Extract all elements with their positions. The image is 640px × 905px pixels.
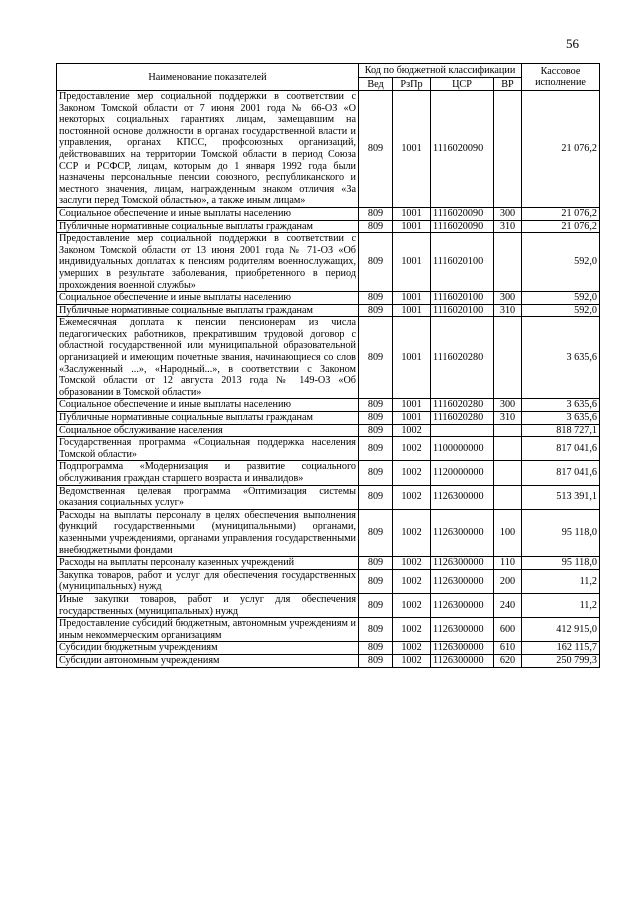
row-vr: 110 [494, 557, 522, 570]
row-ved: 809 [359, 292, 393, 305]
page-number: 56 [566, 36, 579, 51]
row-name: Расходы на выплаты персоналу в целях обеспечения выполнения функций государственными (муниципальными) органами, казенными учреждениями, органами управления государственными внебюджетными фондами [57, 509, 359, 556]
row-name: Субсидии бюджетным учреждениям [57, 642, 359, 655]
row-vr: 100 [494, 509, 522, 556]
row-name: Подпрограмма «Модернизация и развитие социального обслуживания граждан старшего возраста и инвалидов» [57, 461, 359, 485]
row-csr: 1116020090 [431, 207, 494, 220]
row-ved: 809 [359, 557, 393, 570]
row-amount: 817 041,6 [522, 461, 600, 485]
table-row [57, 399, 600, 412]
row-rzpr: 1001 [393, 220, 431, 233]
row-csr: 1116020090 [431, 91, 494, 208]
table-row [57, 220, 600, 233]
header-ved: Вед [359, 78, 393, 91]
row-ved: 809 [359, 509, 393, 556]
row-amount: 95 118,0 [522, 557, 600, 570]
row-csr: 1126300000 [431, 509, 494, 556]
header-kassovoe: Кассовое исполнение [522, 64, 600, 91]
header-name: Наименование показателей [57, 64, 359, 91]
row-ved: 809 [359, 461, 393, 485]
row-name: Ведомственная целевая программа «Оптимизация системы оказания социальных услуг» [57, 485, 359, 509]
row-name: Расходы на выплаты персоналу казенных учреждений [57, 557, 359, 570]
row-csr: 1126300000 [431, 642, 494, 655]
row-amount: 592,0 [522, 233, 600, 292]
row-csr: 1120000000 [431, 461, 494, 485]
row-ved: 809 [359, 399, 393, 412]
row-amount: 412 915,0 [522, 618, 600, 642]
header-vr: ВР [494, 78, 522, 91]
row-rzpr: 1001 [393, 317, 431, 399]
row-name: Государственная программа «Социальная поддержка населения Томской области» [57, 437, 359, 461]
row-rzpr: 1002 [393, 569, 431, 593]
row-vr: 310 [494, 304, 522, 317]
row-rzpr: 1002 [393, 654, 431, 667]
table-row [57, 91, 600, 208]
row-rzpr: 1001 [393, 412, 431, 425]
row-amount: 21 076,2 [522, 91, 600, 208]
row-rzpr: 1002 [393, 593, 431, 617]
table-row [57, 557, 600, 570]
row-rzpr: 1001 [393, 304, 431, 317]
row-vr [494, 437, 522, 461]
row-ved: 809 [359, 412, 393, 425]
row-csr: 1116020280 [431, 399, 494, 412]
row-rzpr: 1001 [393, 399, 431, 412]
row-ved: 809 [359, 317, 393, 399]
row-amount: 3 635,6 [522, 317, 600, 399]
row-rzpr: 1002 [393, 618, 431, 642]
budget-execution-table [56, 63, 600, 668]
row-ved: 809 [359, 233, 393, 292]
row-ved: 809 [359, 424, 393, 437]
row-rzpr: 1001 [393, 91, 431, 208]
header-rzpr: РзПр [393, 78, 431, 91]
row-amount: 592,0 [522, 292, 600, 305]
table-row [57, 618, 600, 642]
row-vr: 310 [494, 220, 522, 233]
row-name: Субсидии автономным учреждениям [57, 654, 359, 667]
row-name: Предоставление мер социальной поддержки в соответствии с Законом Томской области от 13 июня 2001 года № 71-ОЗ «Об индивидуальных доплатах к пенсиям родителям военнослужащих, умерших в результате заболевания, приобретенного в период прохождения военной службы» [57, 233, 359, 292]
row-csr: 1116020280 [431, 412, 494, 425]
row-csr: 1126300000 [431, 569, 494, 593]
row-name: Социальное обслуживание населения [57, 424, 359, 437]
row-amount: 513 391,1 [522, 485, 600, 509]
row-amount: 162 115,7 [522, 642, 600, 655]
row-csr: 1100000000 [431, 437, 494, 461]
row-rzpr: 1002 [393, 642, 431, 655]
row-vr: 300 [494, 207, 522, 220]
row-csr: 1126300000 [431, 485, 494, 509]
row-amount: 95 118,0 [522, 509, 600, 556]
table-row [57, 509, 600, 556]
row-ved: 809 [359, 485, 393, 509]
row-vr [494, 424, 522, 437]
row-vr: 200 [494, 569, 522, 593]
row-csr: 1126300000 [431, 557, 494, 570]
table-row [57, 437, 600, 461]
row-vr: 240 [494, 593, 522, 617]
row-ved: 809 [359, 569, 393, 593]
row-ved: 809 [359, 642, 393, 655]
row-csr [431, 424, 494, 437]
row-amount: 3 635,6 [522, 412, 600, 425]
row-rzpr: 1001 [393, 292, 431, 305]
row-csr: 1116020100 [431, 233, 494, 292]
row-csr: 1116020280 [431, 317, 494, 399]
row-rzpr: 1002 [393, 557, 431, 570]
row-csr: 1126300000 [431, 618, 494, 642]
table-row [57, 233, 600, 292]
row-name: Публичные нормативные социальные выплаты гражданам [57, 412, 359, 425]
table-row [57, 207, 600, 220]
row-vr [494, 461, 522, 485]
row-name: Предоставление субсидий бюджетным, автономным учреждениям и иным некоммерческим организациям [57, 618, 359, 642]
row-vr [494, 485, 522, 509]
row-ved: 809 [359, 593, 393, 617]
row-ved: 809 [359, 654, 393, 667]
row-name: Иные закупки товаров, работ и услуг для обеспечения государственных (муниципальных) нужд [57, 593, 359, 617]
row-name: Публичные нормативные социальные выплаты гражданам [57, 304, 359, 317]
table-row [57, 642, 600, 655]
row-name: Публичные нормативные социальные выплаты гражданам [57, 220, 359, 233]
row-ved: 809 [359, 437, 393, 461]
row-vr [494, 233, 522, 292]
row-amount: 3 635,6 [522, 399, 600, 412]
table-row [57, 654, 600, 667]
row-csr: 1116020090 [431, 220, 494, 233]
row-amount: 21 076,2 [522, 207, 600, 220]
row-rzpr: 1002 [393, 437, 431, 461]
row-rzpr: 1002 [393, 509, 431, 556]
row-ved: 809 [359, 207, 393, 220]
row-name: Закупка товаров, работ и услуг для обеспечения государственных (муниципальных) нужд [57, 569, 359, 593]
header-code-group: Код по бюджетной классификации [359, 64, 522, 78]
table-body [57, 91, 600, 668]
row-csr: 1126300000 [431, 654, 494, 667]
row-amount: 250 799,3 [522, 654, 600, 667]
row-ved: 809 [359, 304, 393, 317]
row-rzpr: 1001 [393, 207, 431, 220]
row-rzpr: 1002 [393, 461, 431, 485]
table-row [57, 593, 600, 617]
table-row [57, 304, 600, 317]
row-amount: 21 076,2 [522, 220, 600, 233]
row-ved: 809 [359, 91, 393, 208]
row-name: Предоставление мер социальной поддержки в соответствии с Законом Томской области от 7 июня 2001 года № 66-ОЗ «О некоторых социальных гарантиях лицам, замещавшим на постоянной основе должности в органах государственной власти и управления, органах КПСС, профсоюзных организаций, действовавших на территории Томской области в период Союза ССР и РСФСР, лицам, которым до 1 января 1992 года были назначены персональные пенсии союзного, республиканского и местного значения, лицам, награжденным знаком отличия «За заслуги перед Томской областью», а также иным лицам» [57, 91, 359, 208]
row-csr: 1116020100 [431, 292, 494, 305]
row-rzpr: 1002 [393, 424, 431, 437]
row-vr [494, 317, 522, 399]
row-vr: 600 [494, 618, 522, 642]
row-vr: 300 [494, 399, 522, 412]
table-row [57, 412, 600, 425]
row-csr: 1116020100 [431, 304, 494, 317]
row-vr: 620 [494, 654, 522, 667]
row-rzpr: 1001 [393, 233, 431, 292]
row-name: Социальное обеспечение и иные выплаты населению [57, 292, 359, 305]
row-name: Социальное обеспечение и иные выплаты населению [57, 399, 359, 412]
row-vr: 310 [494, 412, 522, 425]
table-row [57, 461, 600, 485]
row-ved: 809 [359, 618, 393, 642]
row-rzpr: 1002 [393, 485, 431, 509]
row-amount: 592,0 [522, 304, 600, 317]
row-amount: 11,2 [522, 593, 600, 617]
row-vr [494, 91, 522, 208]
row-amount: 818 727,1 [522, 424, 600, 437]
table-row [57, 485, 600, 509]
row-name: Социальное обеспечение и иные выплаты населению [57, 207, 359, 220]
row-amount: 817 041,6 [522, 437, 600, 461]
row-vr: 610 [494, 642, 522, 655]
table-row [57, 569, 600, 593]
table-row [57, 292, 600, 305]
row-vr: 300 [494, 292, 522, 305]
row-csr: 1126300000 [431, 593, 494, 617]
header-csr: ЦСР [431, 78, 494, 91]
table-row [57, 424, 600, 437]
row-ved: 809 [359, 220, 393, 233]
row-name: Ежемесячная доплата к пенсии пенсионерам из числа педагогических работников, прекратившим трудовой договор с областной государственной или муниципальной образовательной организацией и имеющим почетные звания, начинающиеся со слов «Заслуженный ...», «Народный...», в соответствии с Законом Томской области от 12 августа 2013 года № 149-ОЗ «Об образовании в Томской области» [57, 317, 359, 399]
row-amount: 11,2 [522, 569, 600, 593]
table-row [57, 317, 600, 399]
